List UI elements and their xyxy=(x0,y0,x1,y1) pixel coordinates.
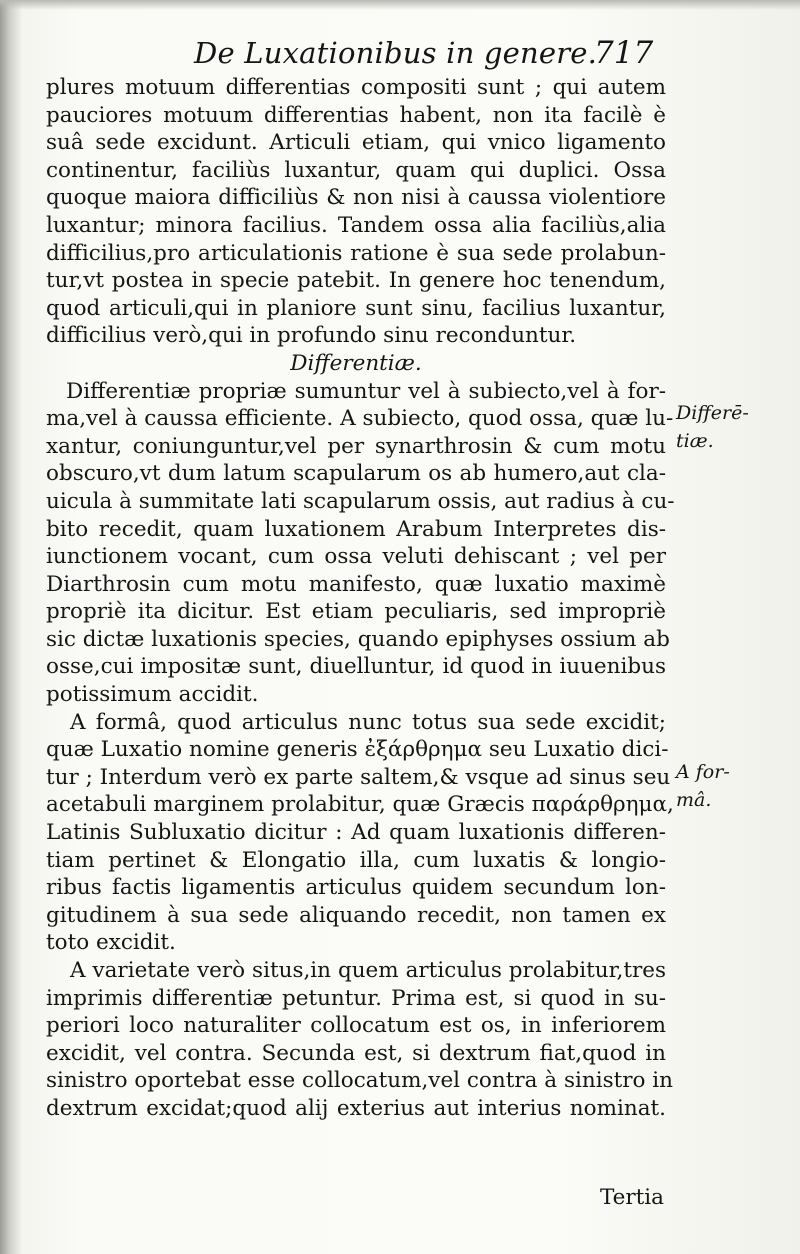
text-line: propriè ita dicitur. Est etiam peculiaris, sed impropriè xyxy=(46,599,666,625)
text-line: sinistro oportebat esse collocatum,vel contra à sinistro in xyxy=(46,1068,674,1094)
text-line: Diarthrosin cum motu manifesto, quæ luxatio maximè xyxy=(46,571,666,597)
text-line: dextrum excidat;quod alij exterius aut interius nominat. xyxy=(46,1095,666,1121)
text-line: suâ sede excidunt. Articuli etiam, qui vnico ligamento xyxy=(46,130,666,156)
text-line: ribus factis ligamentis articulus quidem secundum lon- xyxy=(46,875,666,901)
text-line: Latinis Subluxatio dicitur : Ad quam luxationis differen- xyxy=(46,820,666,846)
text-line: gitudinem à sua sede aliquando recedit, non tamen ex xyxy=(46,902,666,928)
margin-note-differentiae xyxy=(676,400,749,455)
text-line: difficilius,pro articulationis ratione è sua sede prolabun- xyxy=(46,240,666,266)
text-line: quoque maiora difficiliùs & non nisi à caussa violentiore xyxy=(46,185,666,211)
text-line: continentur, faciliùs luxantur, quam qui duplici. Ossa xyxy=(46,157,666,183)
running-head xyxy=(44,34,684,74)
page-number: 717 xyxy=(594,35,654,71)
text-line: toto excidit. xyxy=(46,930,176,956)
text-line: uicula à summitate lati scapularum ossis, aut radius à cu- xyxy=(46,488,675,514)
page-top-edge xyxy=(0,0,800,10)
text-line: A formâ, quod articulus nunc totus sua sede excidit; xyxy=(70,709,666,735)
text-line: quæ Luxatio nomine generis ἐξάρθρημα seu Luxatio dici- xyxy=(46,737,669,763)
margin-note-a-forma xyxy=(676,759,730,814)
text-line: excidit, vel contra. Secunda est, si dextrum fiat,quod in xyxy=(46,1040,666,1066)
text-line: obscuro,vt dum latum scapularum os ab humero,aut cla- xyxy=(46,461,666,487)
text-line: pauciores motuum differentias habent, non ita facilè è xyxy=(46,102,666,128)
text-line: luxantur; minora facilius. Tandem ossa alia faciliùs,alia xyxy=(46,212,666,238)
text-line: potissimum accidit. xyxy=(46,682,259,708)
running-head-title: De Luxationibus in genere. xyxy=(194,36,598,70)
text-line: quod articuli,qui in planiore sunt sinu, facilius luxantur, xyxy=(46,295,666,321)
gutter-shadow xyxy=(0,0,22,1254)
body-text xyxy=(46,74,675,1123)
text-line: Differentiæ propriæ sumuntur vel à subiecto,vel à for- xyxy=(66,378,666,404)
catchword: Tertia xyxy=(599,1185,664,1210)
text-line: imprimis differentiæ petuntur. Prima est, si quod in su- xyxy=(46,985,666,1011)
text-line: osse,cui impositæ sunt, diuelluntur, id quod in iuuenibus xyxy=(46,654,666,680)
text-line: A varietate verò situs,in quem articulus prolabitur,tres xyxy=(70,958,666,983)
text-line: iunctionem vocant, cum ossa veluti dehiscant ; vel per xyxy=(46,544,666,570)
text-line: bito recedit, quam luxationem Arabum Interpretes dis- xyxy=(46,516,666,542)
text-line: ma,vel à caussa efficiente. A subiecto, quod ossa, quæ lu- xyxy=(46,406,674,432)
text-line: xantur, coniunguntur,vel per synarthrosin & cum motu xyxy=(46,433,666,459)
text-line: sic dictæ luxationis species, quando epiphyses ossium ab xyxy=(46,626,670,652)
text-line: difficilius verò,qui in profundo sinu reconduntur. xyxy=(46,323,577,349)
text-line: tur ; Interdum verò ex parte saltem,& vsque ad sinus seu xyxy=(46,764,671,790)
section-heading: Differentiæ. xyxy=(290,350,422,376)
margin-note-line: Differē- xyxy=(676,402,749,424)
text-line: tur,vt postea in specie patebit. In genere hoc tenendum, xyxy=(46,268,666,294)
margin-note-line: A for- xyxy=(676,761,730,783)
margin-note-line: mâ. xyxy=(676,788,712,811)
text-line: plures motuum differentias compositi sunt ; qui autem xyxy=(46,75,666,100)
text-line: tiam pertinet & Elongatio illa, cum luxatis & longio- xyxy=(46,847,666,873)
margin-note-line: tiæ. xyxy=(676,429,714,452)
text-line: acetabuli marginem prolabitur, quæ Græcis παράρθρημα, xyxy=(46,792,674,818)
text-line: periori loco naturaliter collocatum est os, in inferiorem xyxy=(46,1013,666,1039)
